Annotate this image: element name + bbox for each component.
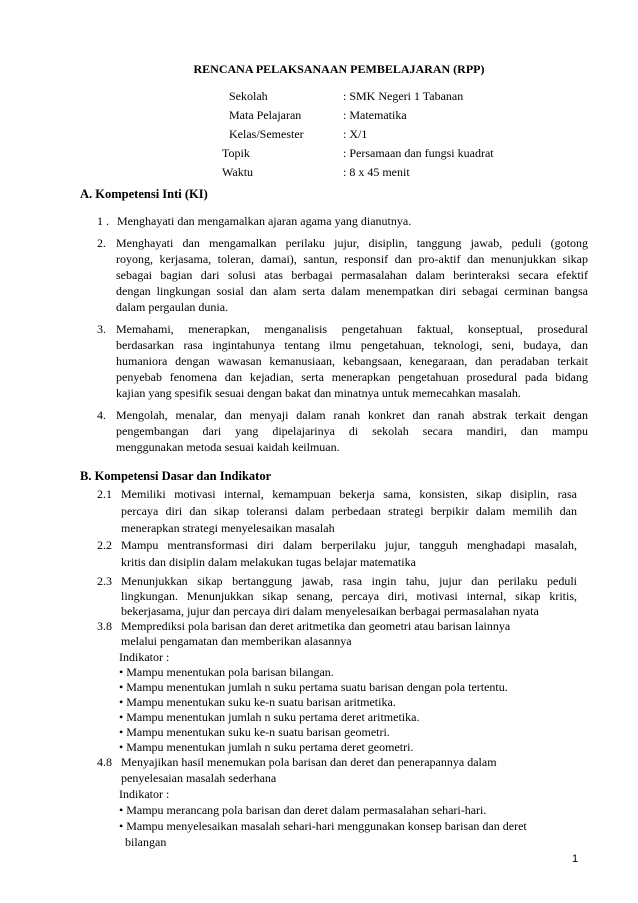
indicator-item: • Mampu merancang pola barisan dan deret dalam permasalahan sehari-hari.	[119, 803, 487, 817]
kd-line: Menyajikan hasil menemukan pola barisan dan deret dan penerapannya dalam	[121, 755, 497, 769]
kd-number: 2.1	[97, 487, 112, 501]
info-value-subject: : Matematika	[343, 108, 407, 122]
ki-number: 2.	[97, 236, 106, 250]
info-label-class: Kelas/Semester	[229, 127, 304, 141]
info-label-time: Waktu	[222, 165, 254, 179]
indicator-item: • Mampu menentukan suku ke-n suatu barisan aritmetika.	[119, 695, 396, 709]
kd-number: 2.3	[97, 574, 112, 588]
kd-line: Menunjukkan sikap bertanggung jawab, rasa ingin tahu, jujur dan perilaku peduli	[121, 574, 577, 588]
ki-line: penyebab fenomena dan kejadian, serta menerapkan pengetahuan prosedural pada bidang	[116, 370, 588, 384]
info-value-school: : SMK Negeri 1 Tabanan	[343, 89, 464, 103]
kd-line: penyelesaian masalah sederhana	[121, 771, 277, 785]
kd-line: Memprediksi pola barisan dan deret aritmetika dan geometri atau barisan lainnya	[121, 619, 511, 633]
indicator-label: Indikator :	[119, 787, 170, 801]
ki-line: Menghayati dan mengamalkan perilaku jujur, disiplin, tanggung jawab, peduli (gotong	[116, 236, 588, 250]
info-label-subject: Mata Pelajaran	[229, 108, 302, 122]
ki-line: Memahami, menerapkan, menganalisis pengetahuan faktual, konseptual, prosedural	[116, 322, 588, 336]
kd-number: 3.8	[97, 619, 112, 633]
indicator-item: • Mampu menentukan suku ke-n suatu barisan geometri.	[119, 725, 390, 739]
indicator-item: • Mampu menentukan jumlah n suku pertama deret geometri.	[119, 740, 414, 754]
section-a-heading: A. Kompetensi Inti (KI)	[80, 187, 208, 201]
ki-number: 4.	[97, 408, 106, 422]
kd-number: 2.2	[97, 538, 112, 552]
info-label-topic: Topik	[222, 146, 250, 160]
info-value-time: : 8 x 45 menit	[343, 165, 410, 179]
document-title: RENCANA PELAKSANAAN PEMBELAJARAN (RPP)	[193, 62, 485, 76]
indicator-label: Indikator :	[119, 650, 170, 664]
ki-line: berdasarkan rasa ingintahunya tentang ilmu pengetahuan, teknologi, seni, budaya, dan	[116, 338, 588, 352]
kd-line: kritis dan disiplin dalam melakukan tugas belajar matematika	[121, 555, 416, 569]
indicator-item: • Mampu menentukan pola barisan bilangan.	[119, 665, 334, 679]
kd-line: bekerjasama, jujur dan percaya diri dalam menyelesaikan berbagai permasalahan nyata	[121, 604, 539, 618]
ki-line: dengan lingkungan sosial dan alam serta dalam menempatkan diri sebagai cerminan bangsa	[116, 284, 588, 298]
info-label-school: Sekolah	[229, 89, 268, 103]
kd-line: Memiliki motivasi internal, kemampuan bekerja sama, konsisten, sikap disiplin, rasa	[121, 487, 577, 501]
ki-line: Mengolah, menalar, dan menyaji dalam ranah konkret dan ranah abstrak terkait dengan	[116, 408, 588, 422]
ki-number: 3.	[97, 322, 106, 336]
kd-line: percaya diri dan sikap toleransi dalam perbedaan strategi berpikir dalam memilih dan	[121, 504, 577, 518]
page-number: 1	[572, 853, 579, 865]
ki-line: dalam pergaulan dunia.	[116, 300, 229, 314]
ki-line: humaniora dengan wawasan kemanusiaan, kebangsaan, kenegaraan, dan peradaban terkait	[116, 354, 588, 368]
kd-number: 4.8	[97, 755, 112, 769]
info-value-class: : X/1	[343, 127, 368, 141]
ki-number: 1 .	[97, 214, 109, 228]
ki-line: Menghayati dan mengamalkan ajaran agama yang dianutnya.	[117, 214, 412, 228]
ki-line: kajian yang spesifik sesuai dengan bakat dan minatnya untuk memecahkan masalah.	[116, 386, 521, 400]
info-value-topic: : Persamaan dan fungsi kuadrat	[343, 146, 494, 160]
indicator-item: bilangan	[125, 835, 167, 849]
indicator-item: • Mampu menentukan jumlah n suku pertama deret aritmetika.	[119, 710, 420, 724]
indicator-item: • Mampu menyelesaikan masalah sehari-hari menggunakan konsep barisan dan deret	[119, 819, 527, 833]
kd-line: menerapkan strategi menyelesaikan masalah	[121, 521, 335, 535]
ki-line: menggunakan metoda sesuai kaidah keilmuan.	[116, 440, 340, 454]
kd-line: melalui pengamatan dan memberikan alasannya	[121, 634, 352, 648]
ki-line: royong, kerjasama, toleran, damai), santun, responsif dan pro-aktif dan menunjukkan sikap	[116, 252, 588, 266]
kd-line: Mampu mentransformasi diri dalam berperilaku jujur, tangguh menghadapi masalah,	[121, 538, 577, 552]
section-b-heading: B. Kompetensi Dasar dan Indikator	[80, 469, 272, 483]
kd-line: lingkungan. Menunjukkan sikap senang, percaya diri, motivasi internal, sikap kritis,	[121, 589, 577, 603]
ki-line: pengembangan dari yang dipelajarinya di sekolah secara mandiri, dan mampu	[116, 424, 588, 438]
indicator-item: • Mampu menentukan jumlah n suku pertama suatu barisan dengan pola tertentu.	[119, 680, 508, 694]
ki-line: sebagai bagian dari solusi atas berbagai permasalahan dalam berinteraksi secara efektif	[116, 268, 588, 282]
